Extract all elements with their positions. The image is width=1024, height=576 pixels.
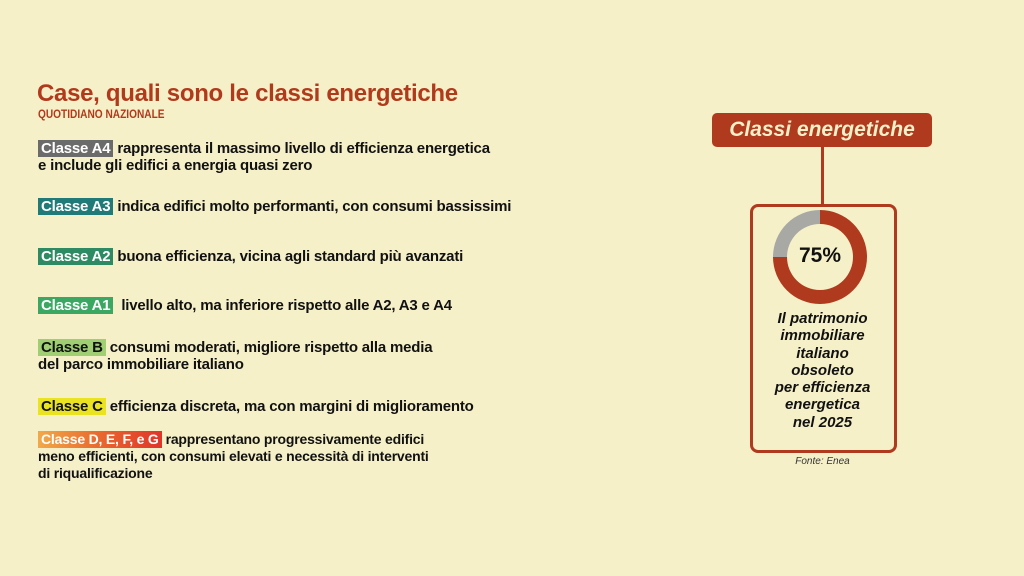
class-c-badge: Classe C — [38, 398, 106, 415]
class-a4-row — [38, 140, 490, 174]
class-c-row — [38, 398, 474, 415]
class-a2-text: buona efficienza, vicina agli standard più avanzati — [117, 248, 464, 265]
desc-line: immobiliare — [780, 327, 865, 345]
class-b-row — [38, 339, 432, 373]
class-a4-badge: Classe A4 — [38, 140, 113, 157]
desc-line: italiano — [796, 344, 849, 362]
class-a1-row — [38, 297, 452, 314]
desc-line: per efficienza — [774, 379, 871, 397]
class-b-badge: Classe B — [38, 339, 106, 356]
percent-label: 75% — [798, 244, 842, 267]
class-a3-text: indica edifici molto performanti, con consumi bassissimi — [117, 198, 512, 215]
source-note: Fonte: Enea — [795, 456, 850, 467]
class-dg-row — [38, 431, 429, 482]
class-a1-text: livello alto, ma inferiore rispetto alle A2, A3 e A4 — [117, 297, 452, 314]
desc-line: energetica — [784, 396, 861, 414]
desc-line: Il patrimonio — [777, 310, 868, 327]
class-a2-badge: Classe A2 — [38, 248, 113, 265]
connector-line — [821, 147, 824, 205]
class-dg-text: rappresentano progressivamente edifici — [165, 431, 425, 447]
panel-title: Classi energetiche — [712, 113, 932, 147]
class-b-text: consumi moderati, migliore rispetto alla media — [109, 339, 433, 356]
class-dg-text-3: di riqualificazione — [38, 465, 153, 481]
class-a4-text-2: e include gli edifici a energia quasi zero — [38, 157, 313, 174]
desc-line: obsoleto — [791, 361, 854, 379]
class-dg-badge: Classe D, E, F, e G — [38, 431, 162, 448]
class-dg-text-2: meno efficienti, con consumi elevati e necessità di interventi — [38, 448, 429, 464]
class-a1-badge: Classe A1 — [38, 297, 113, 314]
class-a3-row — [38, 198, 511, 215]
class-a3-badge: Classe A3 — [38, 198, 113, 215]
class-a4-text: rappresenta il massimo livello di efficienza energetica — [117, 140, 490, 157]
desc-line: nel 2025 — [792, 413, 853, 431]
stat-description — [752, 310, 893, 431]
class-b-text-2: del parco immobiliare italiano — [38, 356, 244, 373]
class-c-text: efficienza discreta, ma con margini di miglioramento — [109, 398, 474, 415]
publisher-label: QUOTIDIANO NAZIONALE — [38, 109, 165, 121]
class-a2-row — [38, 248, 463, 265]
page-title: Case, quali sono le classi energetiche — [37, 80, 458, 107]
